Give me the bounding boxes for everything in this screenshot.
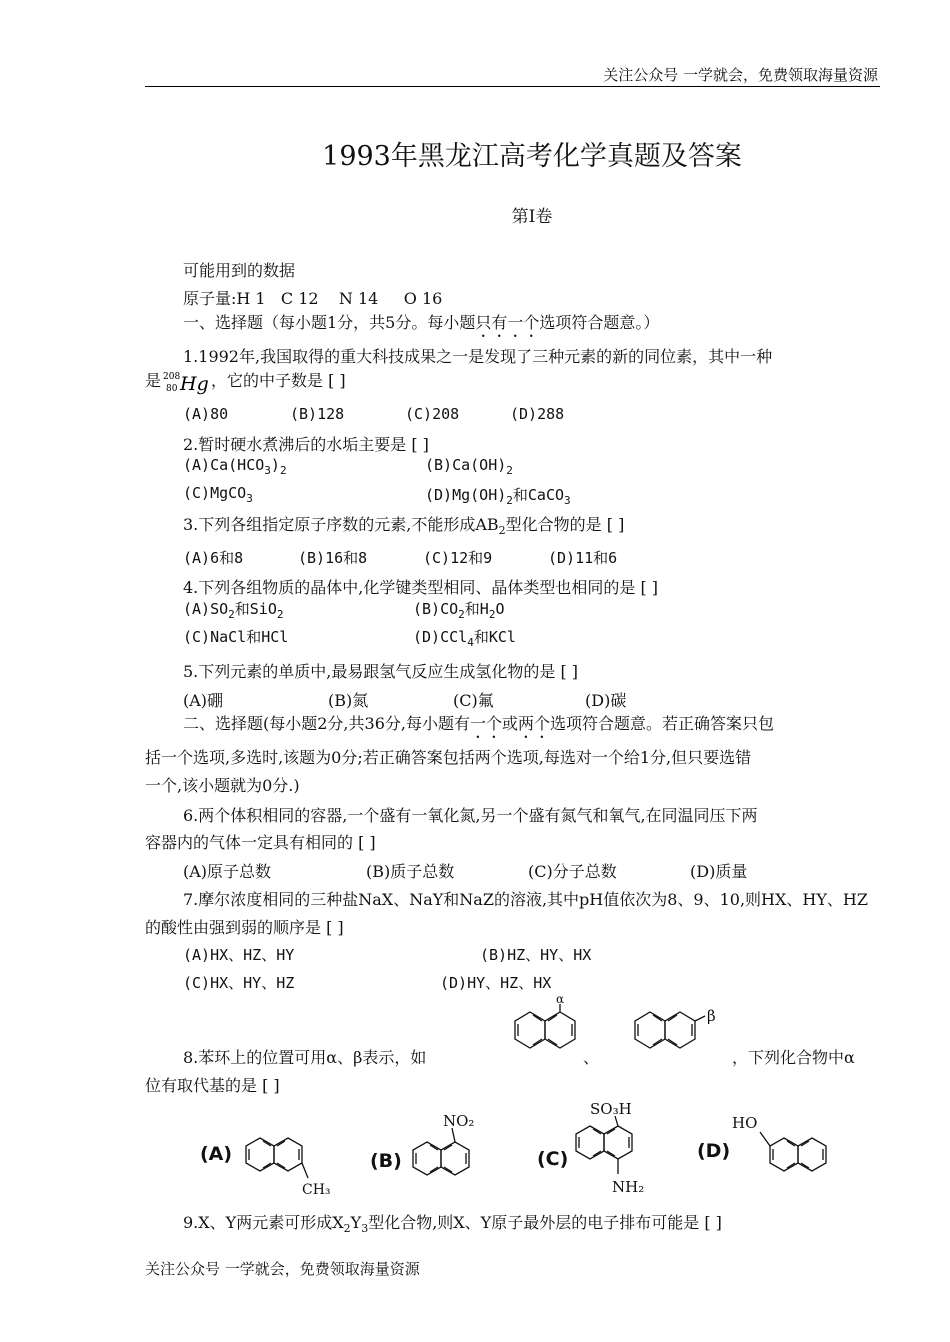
q1-stem: 1.1992年,我国取得的重大科技成果之一是发现了三种元素的新的同位素，其中一种: [183, 347, 773, 366]
section2-line3: 一个,该小题就为0分.): [145, 776, 300, 795]
alpha-label: α: [556, 992, 565, 1006]
q7-option-d: (D)HY、HZ、HX: [440, 974, 552, 992]
q3-option-d: (D)11和6: [548, 549, 618, 567]
q2-option-a: $(A)Ca(HCO_3)_2$: [183, 456, 287, 477]
q8-label-b: (B): [370, 1150, 402, 1172]
q3-option-b: (B)16和8: [298, 549, 368, 567]
q7-option-a: (A)HX、HZ、HY: [183, 946, 295, 964]
q6-option-d: (D)质量: [690, 862, 748, 881]
q8-stem-cont: 位有取代基的是 [ ]: [145, 1076, 280, 1095]
q5-option-a: (A)硼: [183, 691, 224, 710]
emphasis-dots: 一个: [469, 714, 502, 733]
q5-stem: 5.下列元素的单质中,最易跟氢气反应生成氢化物的是 [ ]: [183, 662, 579, 681]
q1-option-c: (C)208: [405, 405, 460, 423]
q4-option-d: (D)CCl$_4$和KCl: [413, 628, 516, 649]
svg-text:80: 80: [166, 383, 178, 394]
header-divider: [145, 86, 880, 87]
page-title: 1993年黑龙江高考化学真题及答案: [322, 141, 742, 172]
q2-option-d: $(D)Mg(OH)_2$和CaCO$_3$: [425, 486, 571, 507]
q6-stem-cont: 容器内的气体一定具有相同的 [ ]: [145, 833, 376, 852]
nitro-group: NO₂: [443, 1112, 475, 1130]
q7-option-b: (B)HZ、HY、HX: [480, 946, 592, 964]
q1-option-a: (A)80: [183, 405, 229, 423]
q2-option-b: $(B)Ca(OH)_2$: [425, 456, 513, 477]
hydroxyl-group: HO: [732, 1114, 758, 1132]
atomic-mass-line: 原子量:H 1 C 12 N 14 O 16: [183, 289, 443, 308]
q4-option-c: (C)NaCl和HCl: [183, 628, 289, 646]
q8-label-a: (A): [200, 1143, 233, 1165]
q1-stem-cont: 是 208 80 Hg ，它的中子数是 [ ]: [145, 368, 346, 395]
methyl-group: CH₃: [302, 1182, 331, 1198]
q1-option-d: (D)288: [510, 405, 565, 423]
q8-label-c: (C): [537, 1148, 569, 1170]
q4-option-b: $(B)CO_2$和$H_2O$: [413, 600, 505, 621]
q8-separator: 、: [583, 1048, 600, 1067]
volume-heading: 第Ⅰ卷: [511, 207, 553, 227]
compound-d-structure: [732, 1110, 842, 1185]
svg-text:Hg: Hg: [180, 372, 209, 395]
compound-b-structure: [405, 1108, 495, 1183]
footer-note: 关注公众号 一学就会，免费领取海量资源: [145, 1260, 420, 1278]
isotope-symbol: [161, 369, 211, 395]
q4-option-a: $(A)SO_2$和SiO$_2$: [183, 600, 284, 621]
compound-a-structure: [240, 1128, 350, 1203]
q7-option-c: (C)HX、HY、HZ: [183, 974, 295, 992]
q6-option-c: (C)分子总数: [528, 862, 617, 881]
q4-stem: 4.下列各组物质的晶体中,化学键类型相同、晶体类型也相同的是 [ ]: [183, 578, 659, 597]
header-note: 关注公众号 一学就会，免费领取海量资源: [603, 66, 878, 84]
q2-option-c: (C)MgCO$_3$: [183, 484, 253, 505]
q8-stem-post: ，下列化合物中α: [732, 1048, 855, 1067]
section2-line2: 括一个选项,多选时,该题为0分;若正确答案包括两个选项,每选对一个给1分,但只要选错: [145, 748, 752, 767]
emphasis-dots: 只有一个: [475, 313, 540, 332]
q3-option-c: (C)12和9: [423, 549, 493, 567]
q6-stem: 6.两个体积相同的容器,一个盛有一氧化氮,另一个盛有氮气和氧气,在同温同压下两: [183, 806, 758, 825]
section1-heading: 一、选择题（每小题1分，共5分。每小题只有一个选项符合题意。）: [183, 313, 660, 332]
q5-option-c: (C)氟: [453, 691, 494, 710]
q6-option-b: (B)质子总数: [366, 862, 455, 881]
svg-text:208: 208: [163, 371, 181, 382]
naphthalene-alpha-diagram: [490, 994, 580, 1064]
q8-stem: 8.苯环上的位置可用α、β表示，如: [183, 1048, 427, 1067]
q1-option-b: (B)128: [290, 405, 345, 423]
q5-option-d: (D)碳: [585, 691, 627, 710]
q7-stem: 7.摩尔浓度相同的三种盐NaX、NaY和NaZ的溶液,其中pH值依次为8、9、10,则HX、HY、HZ: [183, 890, 868, 909]
amino-group: NH₂: [612, 1178, 645, 1196]
q3-stem: 3.下列各组指定原子序数的元素,不能形成$AB_2$型化合物的是 [ ]: [183, 515, 625, 537]
data-heading: 可能用到的数据: [183, 261, 296, 280]
beta-label: β: [707, 1007, 716, 1025]
emphasis-dots: 两个: [518, 714, 551, 733]
sulfonic-group: SO₃H: [590, 1100, 632, 1118]
q9-stem: 9.X、Y两元素可形成$X_2Y_3$型化合物,则X、Y原子最外层的电子排布可能是 [ ]: [183, 1213, 722, 1235]
section2-heading: 二、选择题(每小题2分,共36分,每小题有一个或两个选项符合题意。若正确答案只包: [183, 714, 775, 733]
q3-option-a: (A)6和8: [183, 549, 244, 567]
q2-stem: 2.暂时硬水煮沸后的水垢主要是 [ ]: [183, 435, 429, 454]
q5-option-b: (B)氮: [328, 691, 369, 710]
q8-label-d: (D): [697, 1140, 731, 1162]
q7-stem-cont: 的酸性由强到弱的顺序是 [ ]: [145, 918, 344, 937]
naphthalene-beta-diagram: [625, 1004, 735, 1064]
compound-c-structure: [570, 1098, 670, 1206]
q6-option-a: (A)原子总数: [183, 862, 272, 881]
